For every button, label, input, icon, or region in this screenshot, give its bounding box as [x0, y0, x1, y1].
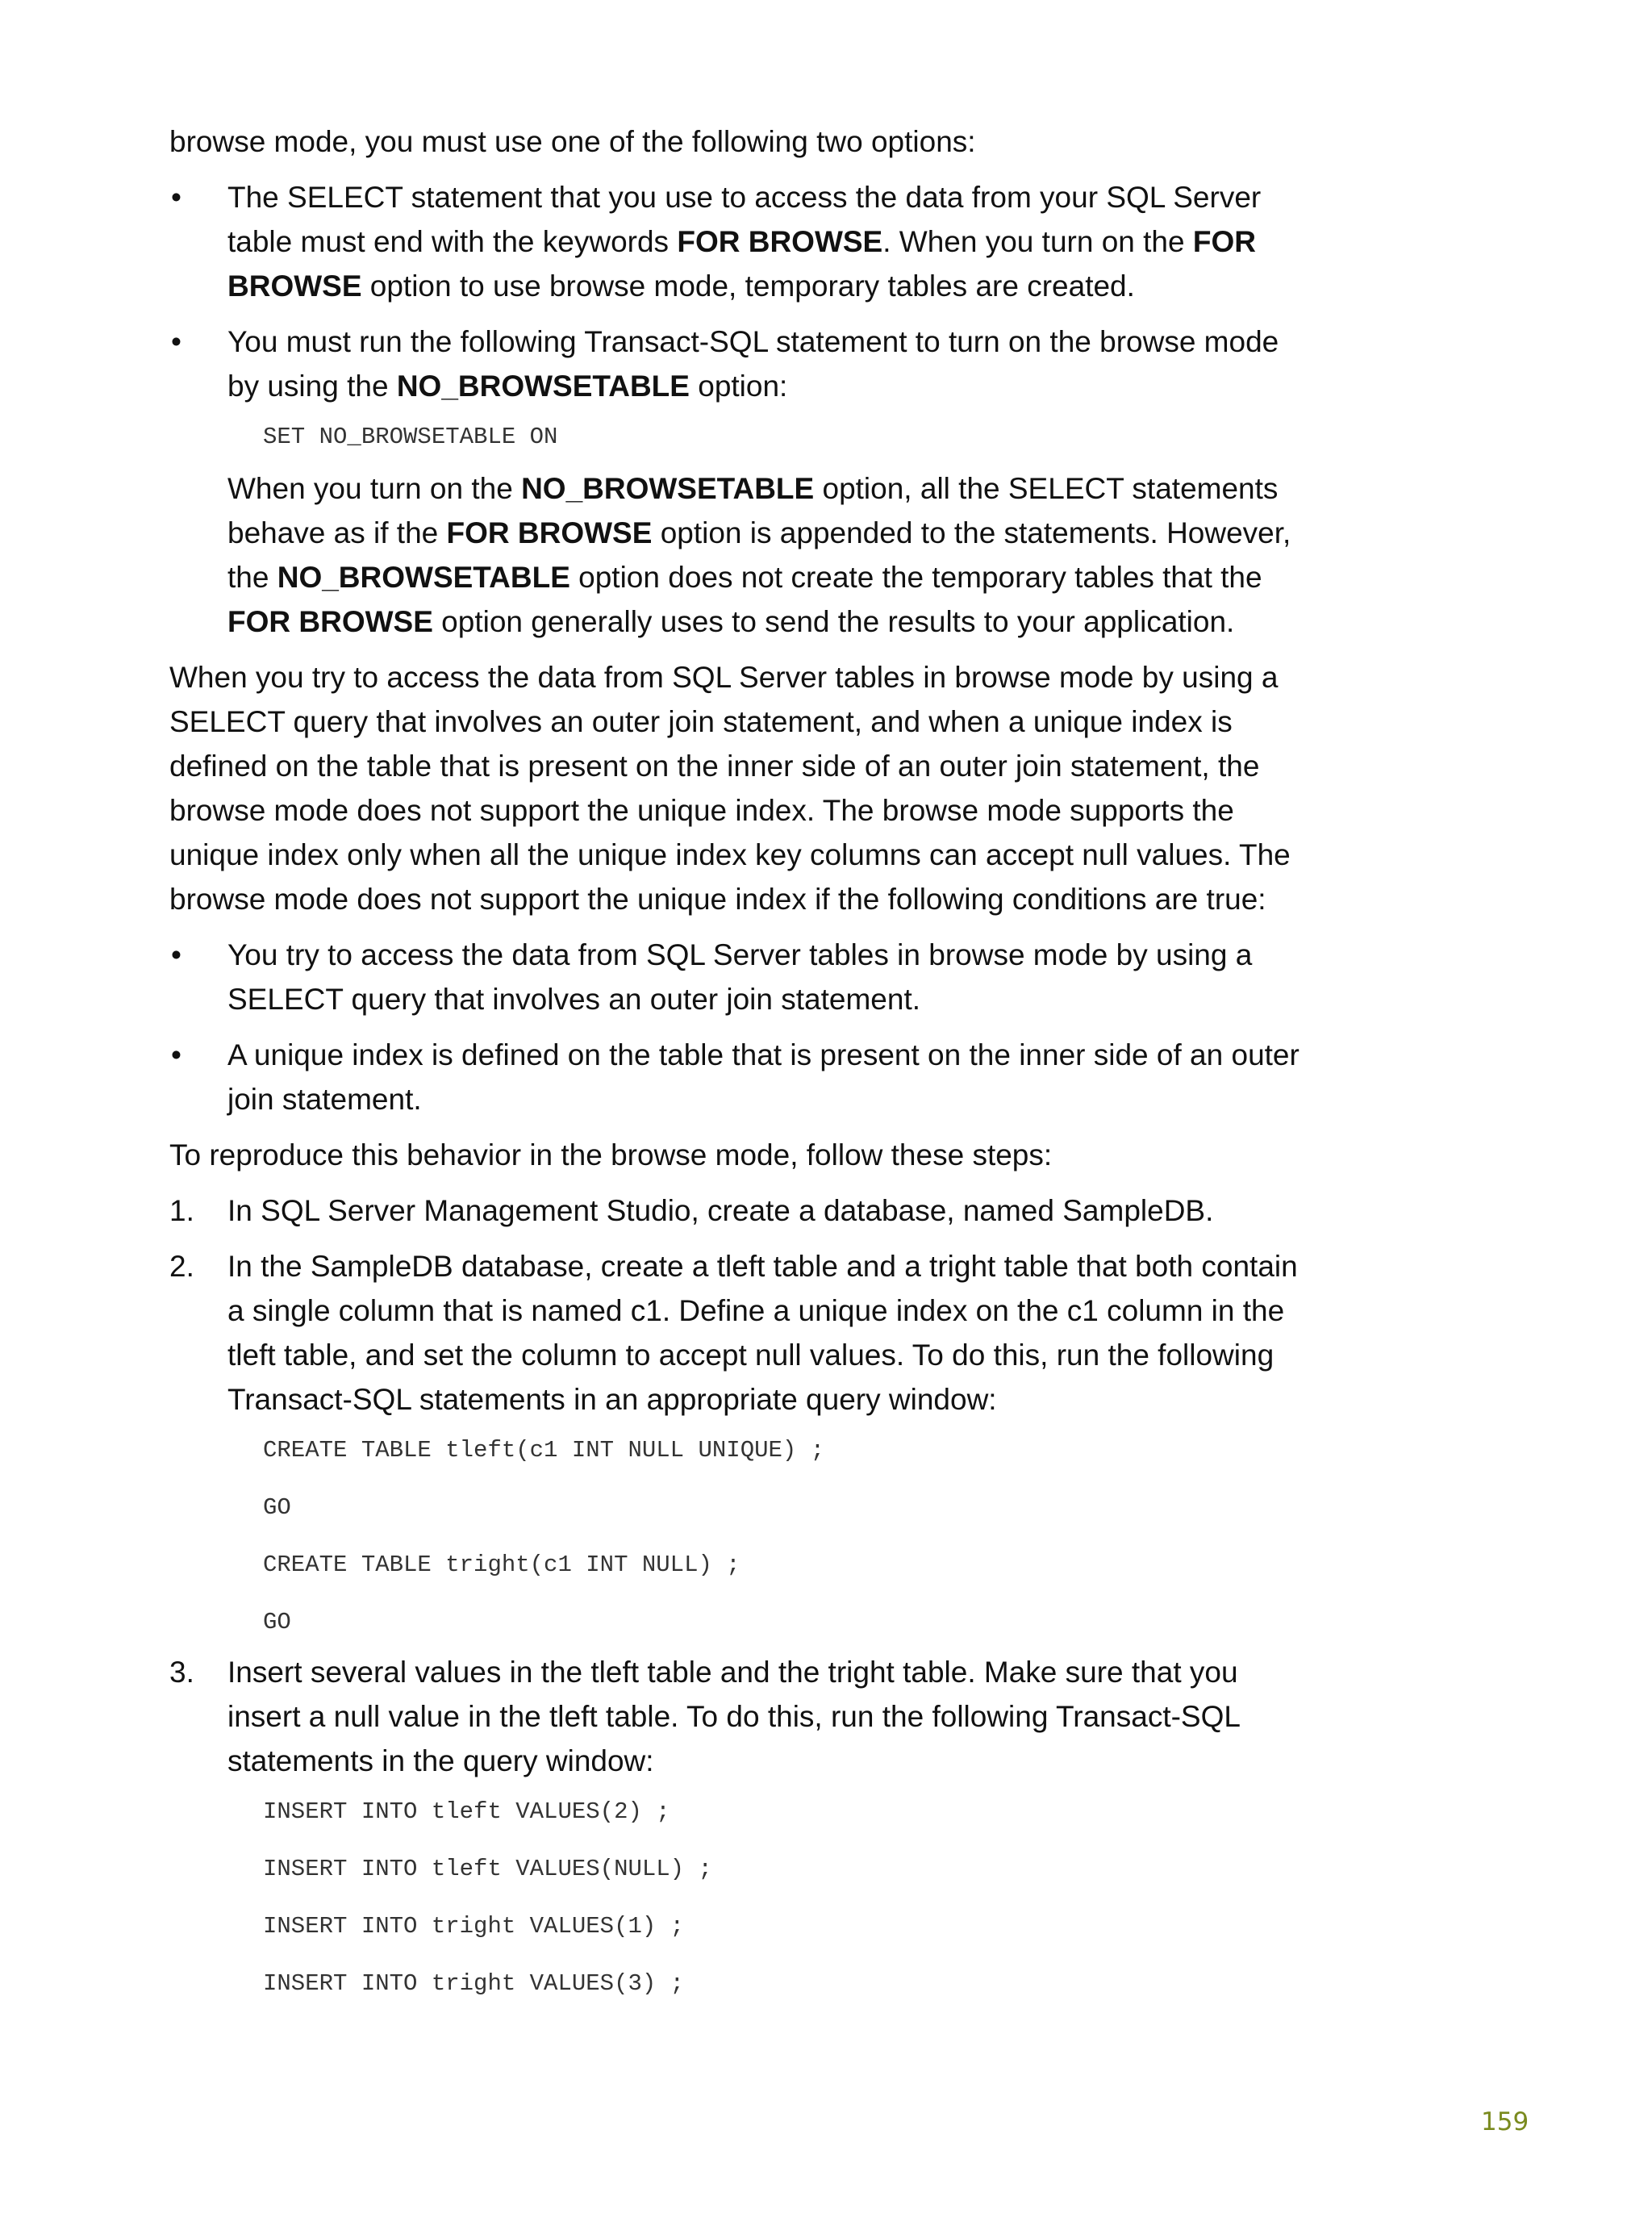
keyword-no-browsetable: NO_BROWSETABLE — [277, 561, 570, 594]
intro-paragraph: browse mode, you must use one of the following two options: — [169, 125, 976, 158]
bullet-item — [169, 1033, 1307, 1121]
keyword-for-browse: FOR BROWSE — [446, 516, 653, 549]
page-content — [169, 119, 1307, 2011]
page-number: 159 — [1481, 2107, 1529, 2136]
bullet-text: You try to access the data from SQL Server tables in browse mode by using a SELECT query that involves an outer join statement. — [227, 938, 1253, 1016]
keyword-for-browse: FOR BROWSE — [227, 225, 1256, 303]
note-paragraph: When you turn on the NO_BROWSETABLE option, all the SELECT statements behave as if the FOR BROWSE option is appended to the statements. However, the NO_BROWSETABLE option does not create the temporary tables that the FOR BROWSE option generally uses to send the results to your application. — [227, 472, 1291, 638]
step-number: 2. — [169, 1250, 194, 1283]
code-line: CREATE TABLE tleft(c1 INT NULL UNIQUE) ; — [263, 1437, 825, 1464]
bullet-icon: • — [171, 325, 181, 358]
step-text: In the SampleDB database, create a tleft table and a tright table that both contain a single column that is named c1. Define a unique index on the c1 column in the tleft table, and set the column to accept null values. To do this, run the following Transact-SQL statements in an appropriate query window: — [227, 1250, 1298, 1416]
bullet-item-no-browsetable — [169, 319, 1307, 408]
bullet-icon: • — [171, 181, 181, 214]
step-item-2 — [169, 1244, 1307, 1422]
body-paragraph: When you try to access the data from SQL Server tables in browse mode by using a SELECT query that involves an outer join statement, and when a unique index is defined on the table that is present on the inner side of an outer join statement, the browse mode does not support the unique index. The browse mode supports the unique index only when all the unique index key columns can accept null values. The browse mode does not support the unique index if the following conditions are true: — [169, 661, 1291, 916]
code-block-create — [169, 1433, 1307, 1640]
code-line: CREATE TABLE tright(c1 INT NULL) ; — [263, 1552, 740, 1578]
code-line: INSERT INTO tright VALUES(3) ; — [263, 1970, 685, 1997]
bullet-icon: • — [171, 1038, 181, 1071]
step-item-3 — [169, 1650, 1307, 1783]
keyword-no-browsetable: NO_BROWSETABLE — [521, 472, 815, 505]
bullet-text: You must run the following Transact-SQL statement to turn on the browse mode by using the NO_BROWSETABLE option: — [227, 325, 1279, 403]
code-block-insert — [169, 1794, 1307, 2002]
bullet-text: The SELECT statement that you use to access the data from your SQL Server table must end with the keywords FOR BROWSE. When you turn on the FOR BROWSE option to use browse mode, temporary tables are created. — [227, 181, 1262, 303]
bullet-item — [169, 933, 1307, 1021]
step-text: In SQL Server Management Studio, create a database, named SampleDB. — [227, 1194, 1214, 1227]
bullet-icon: • — [171, 938, 181, 971]
code-line: INSERT INTO tleft VALUES(NULL) ; — [263, 1856, 712, 1882]
keyword-no-browsetable: NO_BROWSETABLE — [396, 370, 690, 403]
bullet-item-for-browse — [169, 175, 1307, 308]
keyword-for-browse: FOR BROWSE — [227, 605, 433, 638]
code-line: SET NO_BROWSETABLE ON — [263, 424, 558, 450]
keyword-for-browse: FOR BROWSE — [677, 225, 883, 258]
step-number: 3. — [169, 1656, 194, 1689]
code-block-set — [169, 420, 1307, 455]
step-item-1 — [169, 1188, 1307, 1233]
steps-intro-paragraph: To reproduce this behavior in the browse mode, follow these steps: — [169, 1138, 1053, 1171]
code-line: INSERT INTO tright VALUES(1) ; — [263, 1913, 685, 1940]
code-line: INSERT INTO tleft VALUES(2) ; — [263, 1798, 670, 1825]
step-number: 1. — [169, 1194, 194, 1227]
bullet-text: A unique index is defined on the table that is present on the inner side of an outer join statement. — [227, 1038, 1299, 1116]
code-line: GO — [263, 1609, 291, 1635]
step-text: Insert several values in the tleft table and the tright table. Make sure that you insert a null value in the tleft table. To do this, run the following Transact-SQL statements in the query window: — [227, 1656, 1240, 1777]
code-line: GO — [263, 1494, 291, 1521]
